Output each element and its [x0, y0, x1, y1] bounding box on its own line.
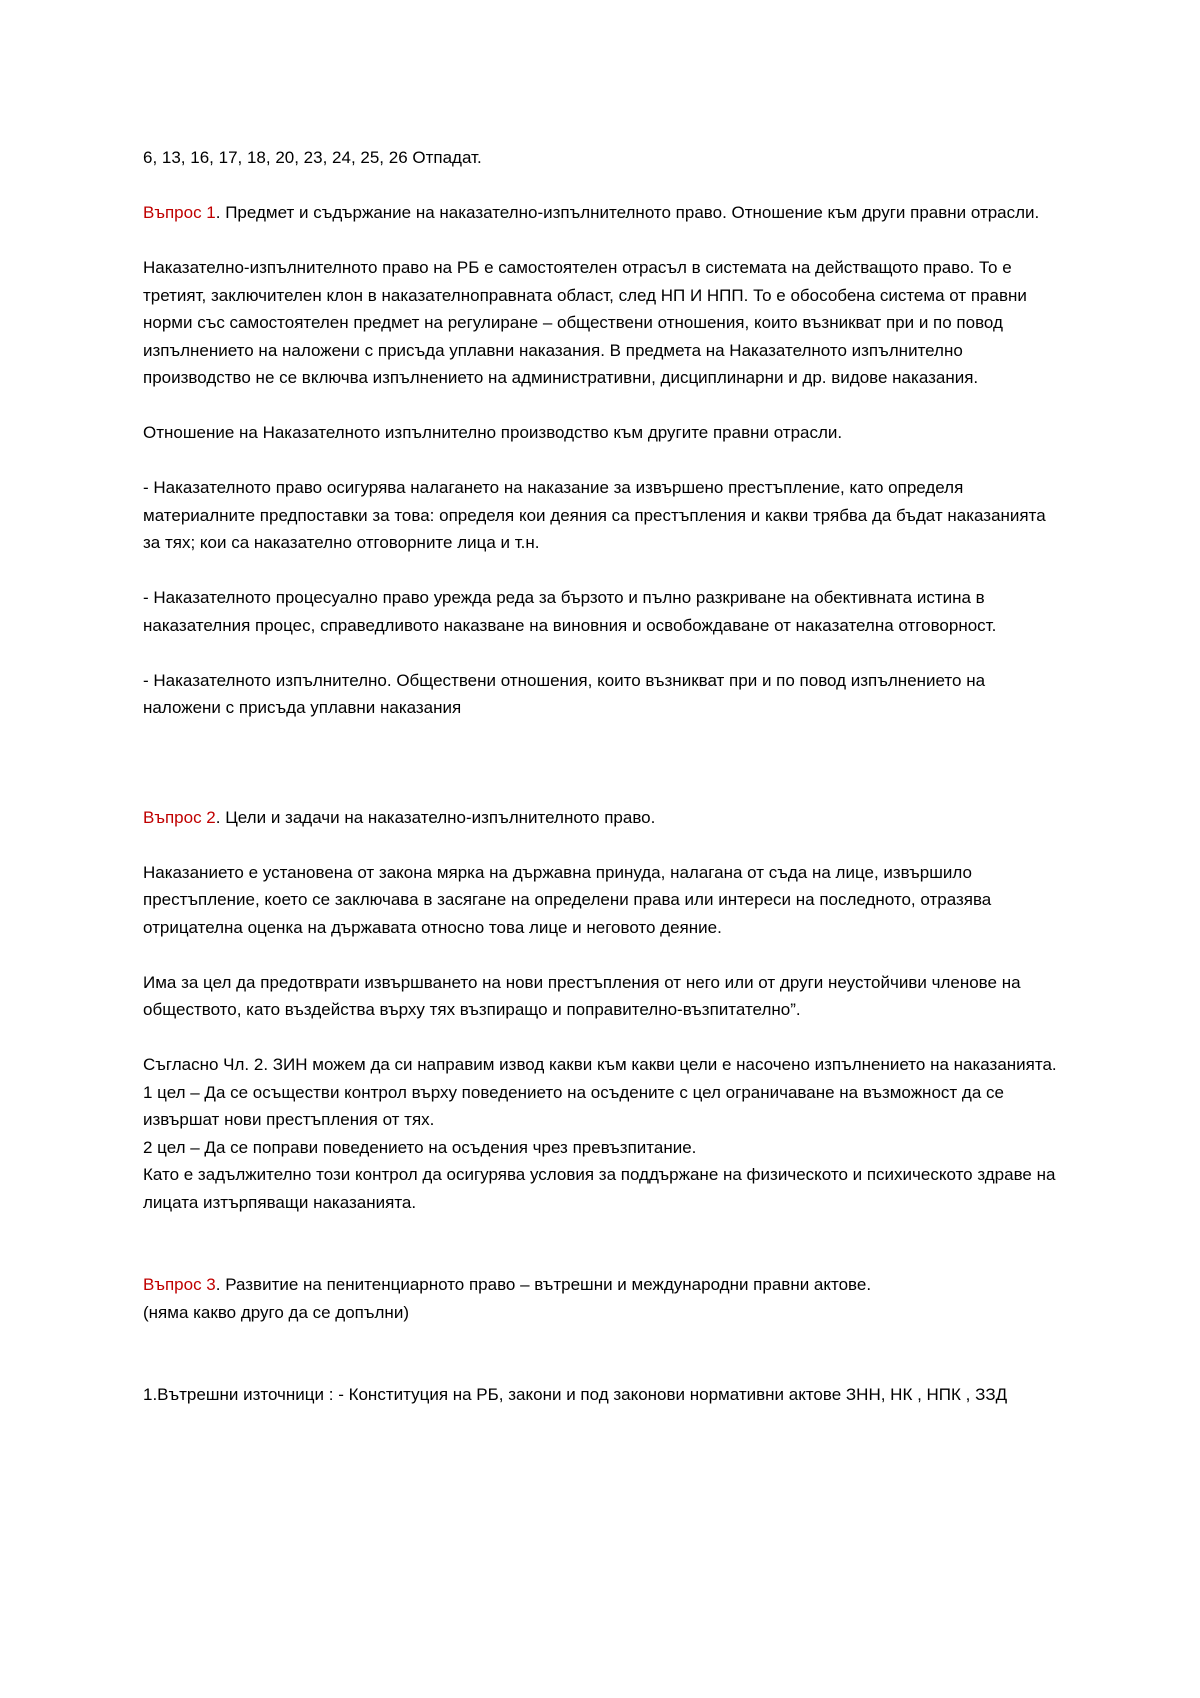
question-3-title: . Развитие на пенитенциарното право – вътрешни и международни правни актове.: [215, 1275, 872, 1294]
document-body: [143, 144, 1061, 1409]
spacer: [143, 1024, 1061, 1052]
spacer: [143, 1216, 1061, 1271]
question-3-heading: [143, 1271, 1061, 1299]
spacer: [143, 557, 1061, 585]
intro-line: 6, 13, 16, 17, 18, 20, 23, 24, 25, 26 Отпадат.: [143, 148, 482, 167]
question-1-label: Въпрос 1: [143, 203, 216, 222]
spacer: [143, 1326, 1061, 1381]
spacer: [143, 172, 1061, 200]
spacer: [143, 722, 1061, 804]
question-2-paragraph-2: Има за цел да предотврати извършването на нови престъпления от него или от други неустойчиви членове на обществото, като въздейства върху тях възпиращо и поправително-възпитателно”.: [143, 972, 1021, 1019]
question-2-paragraph-1: Наказанието е установена от закона мярка на държавна принуда, налагана от съда на лице, извършило престъпление, което се заключава в засягане на определени права или интереси на последното, отразява отрицателна оценка на държавата относно това лице и неговото деяние.: [143, 862, 992, 937]
relations-item-criminal-law: - Наказателното право осигурява налагането на наказание за извършено престъпление, като определя материалните предпоставки за това: определя кои деяния са престъпления и какви трябва да бъдат наказанията за тях; кои са наказателно отговорните лица и т.н.: [143, 478, 1046, 552]
spacer: [143, 392, 1061, 420]
question-2-heading: [143, 804, 1061, 832]
question-2-health-note: Като е задължително този контрол да осигурява условия за поддържане на физическото и психическото здраве на лицата изтърпяващи наказанията.: [143, 1165, 1056, 1212]
spacer: [143, 941, 1061, 969]
question-3-label: Въпрос 3: [143, 1275, 216, 1294]
relations-item-procedural-law: - Наказателното процесуално право урежда реда за бързото и пълно разкриване на обективната истина в наказателния процес, справедливото наказване на виновния и освобождаване от наказателна отговорност.: [143, 588, 997, 635]
question-2-goal-1: 1 цел – Да се осъществи контрол върху поведението на осъдените с цел ограничаване на възможност да се извършат нови престъпления от тях.: [143, 1082, 1004, 1129]
question-1-heading: [143, 199, 1061, 227]
spacer: [143, 639, 1061, 667]
question-3-note: (няма какво друго да се допълни): [143, 1302, 409, 1322]
question-2-label: Въпрос 2: [143, 807, 216, 827]
question-1-paragraph: Наказателно-изпълнителното право на РБ е самостоятелен отрасъл в системата на действащото право. То е третият, заключителен клон в наказателноправната област, след НП И НПП. То е обособена система от правни норми със самостоятелен предмет на регулиране – обществени отношения, които възникват при и по повод изпълнението на наложени с присъда уплавни наказания. В предмета на Наказателното изпълнително производство не се включва изпълнението на административни, дисциплинарни и др. видове наказания.: [143, 258, 1027, 387]
question-2-title: . Цели и задачи на наказателно-изпълнителното право.: [215, 807, 656, 827]
question-1-title: . Предмет и съдържание на наказателно-изпълнителното право. Отношение към други правни отрасли.: [215, 203, 1040, 222]
question-2-paragraph-3: Съгласно Чл. 2. ЗИН можем да си направим извод какви към какви цели е насочено изпълнението на наказанията.: [143, 1055, 1057, 1074]
relations-item-execution-law: - Наказателното изпълнително. Обществени отношения, които възникват при и по повод изпълнението на наложени с присъда уплавни наказания: [143, 670, 986, 717]
question-3-sources: 1.Вътрешни източници : - Конституция на РБ, закони и под законови нормативни актове ЗНН, НК , НПК , ЗЗД: [143, 1385, 1008, 1404]
question-2-goal-2: 2 цел – Да се поправи поведението на осъдения чрез превъзпитание.: [143, 1137, 697, 1157]
relations-heading: Отношение на Наказателното изпълнително производство към другите правни отрасли.: [143, 423, 843, 442]
spacer: [143, 447, 1061, 475]
spacer: [143, 227, 1061, 255]
spacer: [143, 831, 1061, 859]
